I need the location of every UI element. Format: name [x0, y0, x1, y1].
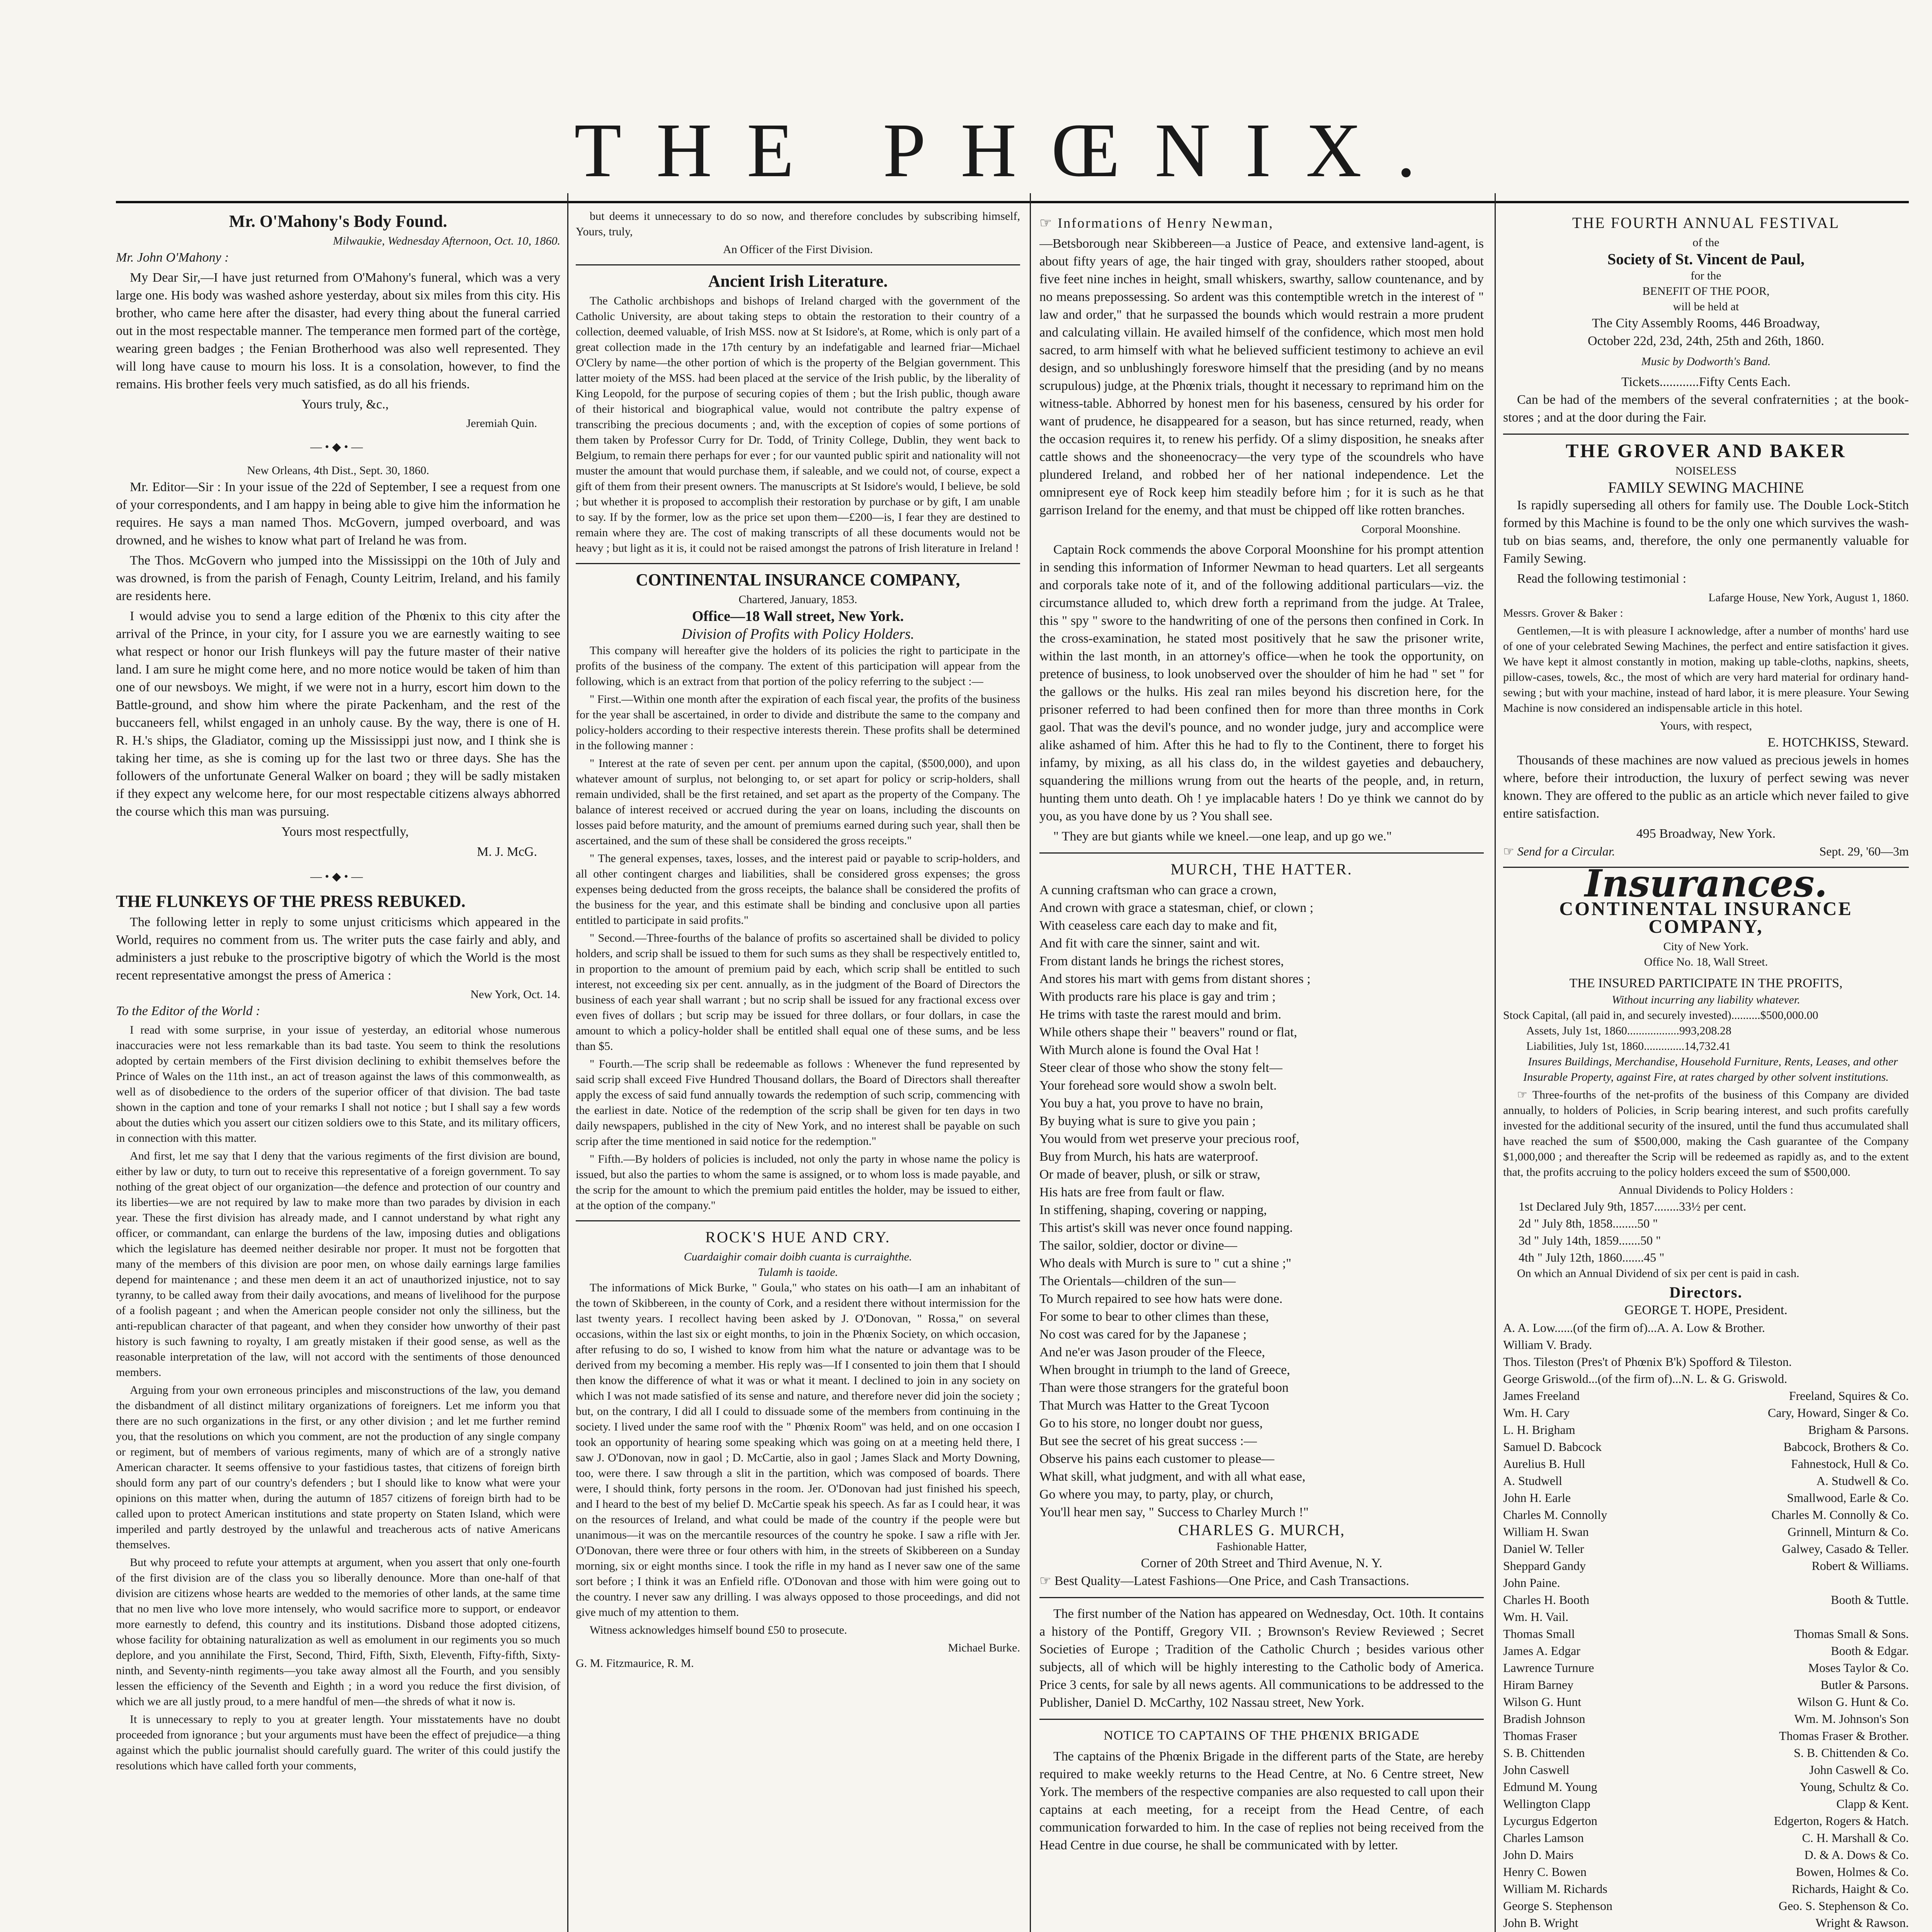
poem-line: When brought in triumph to the land of Greece, — [1039, 1363, 1290, 1377]
article-title: Ancient Irish Literature. — [708, 272, 888, 291]
director-name: John Caswell — [1503, 1763, 1570, 1777]
director-row — [1503, 1812, 1909, 1829]
director-name: Bradish Johnson — [1503, 1712, 1585, 1726]
poem-line: You buy a hat, you prove to have no brain, — [1039, 1096, 1264, 1111]
ad-subtitle: Division of Profits with Policy Holders. — [681, 626, 915, 642]
poem-line: The sailor, soldier, doctor or divine— — [1039, 1238, 1237, 1253]
article-body: And first, let me say that I deny that the various regiments of the first division are bound, either by law or duty, to turn out to receive this representative of a foreign government. To say nothing of the great object of our organization—the defence and protection of our country and its liberties—we are not required by law to make more than two parades by division in each year. These the first division has already made, and I cannot understand by what right any officer, or commandant, can enlarge the burdens of the law, imposing duties and obligations which the legislature has deemed neither desirable nor proper. It must not be forgotten that many of the members of this division are poor men, on whose daily earnings large families depend for maintenance ; and these men deem it an act of unauthorized injustice, not to say tyranny, to be called away from their daily avocations, and means of livelihood for the purpose of a foolish pageant ; and when the American people consider not only the silliness, but the anti-republican character of that pageant, and when they consider how unworthy of their past history is such fawning to royalty, I am greatly mistaken if their good sense, as well as the reasonable interpretation of the law, will not accord with the sentiments of those denounced members. — [116, 1150, 560, 1379]
director-row — [1503, 1455, 1909, 1472]
ad-body: Read the following testimonial : — [1517, 571, 1687, 586]
director-firm: Galwey, Casado & Teller. — [1782, 1542, 1909, 1556]
poem-line: Than were those strangers for the grateful boon — [1039, 1381, 1289, 1395]
poem-line: And fit with care the sinner, saint and wit. — [1039, 936, 1260, 951]
director-row — [1503, 1574, 1909, 1591]
director-name: Thomas Small — [1503, 1627, 1575, 1641]
divider — [1039, 852, 1484, 854]
director-row — [1503, 1710, 1909, 1727]
ad-body: Gentlemen,—It is with pleasure I acknowledge, after a number of months' hard use of one of your celebrated Sewing Machines, the perfect and entire satisfaction it gives. We have kept it almost constantly in motion, making up table-cloths, napkins, sheets, pillow-cases, towels, &c., the most of which are very hard material for ordinary hand-sewing ; but with your machine, instead of hard labor, it is mere pleasure. Your Sewing Machine is now considered an indispensable article in this hotel. — [1503, 624, 1909, 714]
director-row — [1503, 1540, 1909, 1557]
director-row — [1503, 1472, 1909, 1489]
ad-chartered: Chartered, January, 1853. — [738, 593, 857, 606]
poem-line: With Murch alone is found the Oval Hat ! — [1039, 1043, 1259, 1057]
director-firm: Thomas Fraser & Brother. — [1779, 1729, 1909, 1743]
director-row — [1503, 1676, 1909, 1693]
closing: Yours, with respect, — [1660, 719, 1752, 732]
dividend-row: 4th " July 12th, 1860.......45 " — [1519, 1250, 1665, 1264]
article-body: The captains of the Phœnix Brigade in the different parts of the State, are hereby required to make weekly returns to the Head Centre, at No. 6 Centre street, New York. The members of the respective companies are also requested to call upon their captains at each meeting, for a receipt from the Head Centre, of each communication forwarded to him. In the case of replies not being received from the Head Centre in due course, he shall be communicated with by letter. — [1039, 1749, 1484, 1852]
poem-line: For some to bear to other climes than these, — [1039, 1310, 1269, 1324]
director-name: Thos. Tileston (Pres't of Phœnix B'k) Spofford & Tileston. — [1503, 1355, 1792, 1369]
director-row — [1503, 1489, 1909, 1506]
poem-line: His hats are free from fault or flaw. — [1039, 1185, 1225, 1199]
director-firm: D. & A. Dows & Co. — [1804, 1848, 1909, 1862]
ad-body: " Second.—Three-fourths of the balance of profits so ascertained shall be divided to policy holders, and scrip shall be issued to them for such sums as they shall be respectively entitled to, in proportion to the amount of premium paid by each, which scrip shall be entitled to such interest, not exceeding six per cent. annually, as in the judgment of the Board of Directors the business of each year shall warrant ; but no scrip shall be issued for any fractional excess over even fives of dollars ; but scrip may be issued for three dollars, or four dollars, in case the amount to which a policy-holder shall be entitled shall equal one of these sums, and be less than $5. — [576, 932, 1020, 1053]
poem-line: With products rare his place is gay and trim ; — [1039, 990, 1276, 1004]
director-name: George S. Stephenson — [1503, 1899, 1612, 1913]
poem-line: Go where you may, to party, play, or church, — [1039, 1487, 1274, 1502]
ad-title: THE GROVER AND BAKER — [1566, 440, 1846, 461]
ad-title: CONTINENTAL INSURANCE COMPANY, — [636, 570, 960, 589]
ad-footer: ☞ Send for a Circular. Sept. 29, '60—3m — [1503, 844, 1909, 858]
director-name: Charles M. Connolly — [1503, 1508, 1607, 1522]
salutation: Messrs. Grover & Baker : — [1503, 607, 1623, 619]
director-name: Lawrence Turnure — [1503, 1661, 1594, 1675]
director-row — [1503, 1914, 1909, 1931]
poem-line: By buying what is sure to give you pain ; — [1039, 1114, 1256, 1128]
director-name: S. B. Chittenden — [1503, 1746, 1585, 1760]
director-name: William V. Brady. — [1503, 1338, 1592, 1352]
article-body: The first number of the Nation has appeared on Wednesday, Oct. 10th. It contains a history of the Pontiff, Gregory VII. ; Brownson's Review Reviewed ; Secret Societies of Europe ; Tradition of the Catholic Church ; besides various other subjects, all of which will be highly interesting to the Catholic body of America. Price 3 cents, for sale by all news agents. All communications to be addressed to the Publisher, Daniel D. McCarthy, 102 Nassau street, New York. — [1039, 1607, 1484, 1710]
director-firm: Cary, Howard, Singer & Co. — [1768, 1406, 1909, 1420]
director-row — [1503, 1829, 1909, 1846]
poem-line: From distant lands he brings the richest stores, — [1039, 954, 1284, 968]
divider — [576, 264, 1020, 265]
poem-line: You'll hear men say, " Success to Charley Murch !" — [1039, 1505, 1309, 1519]
director-name: Sheppard Gandy — [1503, 1559, 1586, 1573]
director-firm: Robert & Williams. — [1811, 1559, 1909, 1573]
article-body: I read with some surprise, in your issue of yesterday, an editorial whose numerous inaccuracies were not less remarkable than its bad taste. You seem to think the resolutions adopted by certain members of the First division declining to exhibit themselves before the Prince of Wales on the 11th inst., an act of treason against the laws of this commonwealth, as well as of disobedience to the orders of the superior officer of that division. The bad taste shown in the caption and tone of your remarks I shall not notice ; but I shall say a few words about the duties which you assert our citizen soldiers owe to this State, and its military officers, in connection with this matter. — [116, 1024, 560, 1145]
director-row — [1503, 1795, 1909, 1812]
article-title: NOTICE TO CAPTAINS OF THE PHŒNIX BRIGADE — [1104, 1728, 1420, 1743]
poem-line: A cunning craftsman who can grace a crown, — [1039, 883, 1277, 897]
masthead-rule — [116, 201, 1909, 203]
poem-line: In stiffening, shaping, covering or napping, — [1039, 1203, 1267, 1217]
poem-line: Buy from Murch, his hats are waterproof. — [1039, 1150, 1259, 1164]
motto: Tulamh is taoide. — [758, 1266, 838, 1279]
dateline: Lafarge House, New York, August 1, 1860. — [1708, 591, 1909, 604]
ad-body: Thousands of these machines are now valued as precious jewels in homes where, before their introduction, the luxury of perfect sewing was never known. They are offered to the public as an article which never failed to give entire satisfaction. — [1503, 753, 1909, 821]
ad-line: Office No. 18, Wall Street. — [1644, 956, 1768, 968]
poem-line: With ceaseless care each day to make and fit, — [1039, 918, 1277, 933]
column-rule — [1030, 193, 1031, 1932]
ad-line: THE INSURED PARTICIPATE IN THE PROFITS, — [1569, 976, 1843, 990]
closing: Yours truly, &c., — [301, 397, 389, 412]
director-firm: Richards, Haight & Co. — [1791, 1882, 1909, 1896]
director-row — [1503, 1557, 1909, 1574]
advertiser-address: Corner of 20th Street and Third Avenue, N. Y. — [1141, 1556, 1383, 1570]
director-name: William H. Swan — [1503, 1525, 1589, 1539]
article-title: ☞ Informations of Henry Newman, — [1039, 215, 1274, 231]
director-firm: Babcock, Brothers & Co. — [1783, 1440, 1909, 1454]
ad-venue: The City Assembly Rooms, 446 Broadway, — [1592, 316, 1820, 330]
poem-line: And crown with grace a statesman, chief, or clown ; — [1039, 901, 1314, 915]
ad-figure: Stock Capital, (all paid in, and securely invested)..........$500,000.00 — [1503, 1009, 1818, 1022]
ad-line: BENEFIT OF THE POOR, — [1642, 285, 1770, 298]
director-row — [1503, 1404, 1909, 1421]
director-row — [1503, 1438, 1909, 1455]
ad-office: Office—18 Wall street, New York. — [692, 608, 904, 624]
article-body: Captain Rock commends the above Corporal Moonshine for his prompt attention in sending this information of Informer Newman to head quarters. Let all sergeants and corporals take note of it, and of the following additional particulars—viz. the circumstance alluded to, which drew forth a reprimand from the judge. At Tralee, this " spy " swore to the handwriting of one of the persons then confined in Cork. In the cross-examination, he stated most positively that he saw the prisoner write, within the last month, in an attorney's office—when he took the opportunity, on pretence of business, to look unobserved over the shoulder of him he had " set " for the gallows or the hulks. His zeal ran miles beyond his discretion here, for the prisoner referred to had been confined then for more than three months in Cork gaol. That was the devil's pounce, and no wonder judge, jury and accomplice were alike ashamed of him. After this he had to fly to the Continent, there to forget his infamy, by mixing, as all his class do, in the wildest gayeties and debauchery, squandering the millions wrung from out the hearts of the people, and, in return, hunting them unto death. Oh ! ye implacable haters ! Do ye think we cannot do by you, as you have done by us ? You shall see. — [1039, 543, 1484, 823]
article-body: Mr. Editor—Sir : In your issue of the 22d of September, I see a request from one of your correspondents, and I am happy in being able to give him the information he requires. He says a man named Thos. McGovern, jumped overboard, and was drowned, and he wishes to know what part of Ireland he was from. — [116, 480, 560, 548]
director-row — [1503, 1608, 1909, 1625]
ad-body: " The general expenses, taxes, losses, and the interest paid or payable to scrip-holders, and all other contingent charges and liabilities, shall be considered gross expenses; the gross expenses being deducted from the gross receipts, the balance shall be considered the profits of the business for the year, and this estimate shall be binding and conclusive upon all parties entitled to participate in said profits." — [576, 852, 1020, 927]
director-name: Wm. H. Vail. — [1503, 1610, 1569, 1624]
director-firm: Booth & Tuttle. — [1831, 1593, 1909, 1607]
director-firm: A. Studwell & Co. — [1816, 1474, 1909, 1488]
dateline: New Orleans, 4th Dist., Sept. 30, 1860. — [247, 464, 429, 477]
poem-line: Or made of beaver, plush, or silk or straw, — [1039, 1167, 1260, 1182]
director-row — [1503, 1370, 1909, 1387]
director-firm: Edgerton, Rogers & Hatch. — [1774, 1814, 1909, 1828]
divider — [1039, 1719, 1484, 1720]
column-2 — [576, 209, 1020, 1932]
director-firm: Brigham & Parsons. — [1808, 1423, 1909, 1437]
director-name: L. H. Brigham — [1503, 1423, 1575, 1437]
director-row — [1503, 1625, 1909, 1642]
column-3 — [1039, 209, 1484, 1932]
director-name: Wilson G. Hunt — [1503, 1695, 1582, 1709]
article-title: THE FLUNKEYS OF THE PRESS REBUKED. — [116, 892, 466, 911]
ad-body: " Interest at the rate of seven per cent. per annum upon the capital, ($500,000), and upon whatever amount of surplus, not belonging to, or set apart for policy or scrip-holders, shall remain undivided, shall be the first retained, and set apart as the property of the Company. The balance of interest received or accrued during the year on loans, including the discounts on losses paid before maturity, and the amount of premiums earned during such year, shall then be ascertained, and the sum of these shall be considered the gross receipts." — [576, 757, 1020, 847]
column-rule — [1495, 193, 1496, 1932]
separator: —•◆•— — [310, 440, 366, 453]
director-name: Henry C. Bowen — [1503, 1865, 1587, 1879]
ad-line: City of New York. — [1663, 940, 1749, 953]
poem-line: To Murch repaired to see how hats were done. — [1039, 1292, 1283, 1306]
ad-figure: Assets, July 1st, 1860..................993,208.28 — [1526, 1024, 1731, 1037]
director-firm: Booth & Edgar. — [1831, 1644, 1909, 1658]
director-firm: Wilson G. Hunt & Co. — [1797, 1695, 1909, 1709]
ad-body: " Fourth.—The scrip shall be redeemable as follows : Whenever the fund represented by said scrip shall exceed Five Hundred Thousand dollars, the Board of Directors shall thereafter apply the excess of said fund annually towards the redemption of such scrip, commencing with the earliest in date. Notice of the redemption of the scrip shall be given for ten days in two daily newspapers, published in the city of New York, and no interest shall be payable on such scrip after the time mentioned in said notice for the redemption." — [576, 1058, 1020, 1148]
director-name: John H. Earle — [1503, 1491, 1571, 1505]
ad-body: On which an Annual Dividend of six per cent is paid in cash. — [1517, 1267, 1799, 1280]
director-name: Thomas Fraser — [1503, 1729, 1577, 1743]
ad-body: " Fifth.—By holders of policies is included, not only the party in whose name the policy is issued, but also the parties to whom the same is assigned, or to whom loss is made payable, and the scrip for the amount to which the premium paid entitles the holder, may be issued to either, at the option of the company." — [576, 1153, 1020, 1212]
signature: Michael Burke. — [948, 1641, 1020, 1654]
advertiser-quality: ☞ Best Quality—Latest Fashions—One Price, and Cash Transactions. — [1039, 1574, 1409, 1588]
director-firm: S. B. Chittenden & Co. — [1794, 1746, 1909, 1760]
director-row — [1503, 1642, 1909, 1659]
pointing-hand-icon: ☞ — [1039, 215, 1053, 231]
director-name: A. Studwell — [1503, 1474, 1562, 1488]
dateline: Milwaukie, Wednesday Afternoon, Oct. 10, 1860. — [333, 235, 560, 247]
director-name: Wm. H. Cary — [1503, 1406, 1570, 1420]
director-name: Charles Lamson — [1503, 1831, 1584, 1845]
director-name: John D. Mairs — [1503, 1848, 1574, 1862]
director-row — [1503, 1863, 1909, 1880]
poem-line: What skill, what judgment, and with all what ease, — [1039, 1469, 1306, 1484]
poem-line: Your forehead sore would show a swoln belt. — [1039, 1078, 1277, 1093]
dividend-list — [1503, 1198, 1909, 1266]
article-body: " They are but giants while we kneel.—one leap, and up go we." — [1053, 829, 1392, 844]
director-row — [1503, 1693, 1909, 1710]
ad-dates: October 22d, 23d, 24th, 25th and 26th, 1860. — [1588, 334, 1824, 348]
poem-line: He trims with taste the rarest mould and brim. — [1039, 1007, 1282, 1022]
ad-music: Music by Dodworth's Band. — [1641, 355, 1771, 368]
director-firm: Bowen, Holmes & Co. — [1796, 1865, 1909, 1879]
poem-line: But see the secret of his great success :— — [1039, 1434, 1257, 1448]
ad-line: Directors. — [1669, 1284, 1743, 1301]
ad-line: NOISELESS — [1675, 464, 1737, 477]
article-body: But why proceed to refute your attempts at argument, when you assert that only one-fourth of the first division are of the class you so liberally denounce. More than one-half of that division are citizens whose hearts are wedded to the memories of other lands, at the same time that no men live who love more intensely, who would sacrifice more to support, or endeavor more earnestly to defend, this country and its institutions. Disband those adopted citizens, whose facility for obtaining naturalization as well as emolument in our regiments you so much deplore, and you annihilate the First, Second, Third, Fifth, Sixth, Eleventh, Fifty-fifth, Sixty-ninth, and Seventy-ninth regiments—you take away almost all the Fourth, and you sensibly lessen the efficiency of the Seventh and Eighth ; in a word you reduce the first division, of which we are all justly proud, to a mere handful of men—the shreds of what it now is. — [116, 1556, 560, 1708]
article-body: I would advise you to send a large edition of the Phœnix to this city after the arrival of the Prince, in your city, for I assure you we are earnestly waiting to see what respect or honor our Irish flunkeys will pay the future master of their native land. I am sure he might come here, and no more notice would be taken of him than one of our newsboys. We might, if we were not in a hurry, escort him down to the Battle-ground, and show him where the pirate Packenham, and the rest of the buccaneers fell, whilst engaged in an unholy cause. By the way, there is one of H. R. H.'s ships, the Gladiator, coming up the Mississippi just now, and I think she is taking her time, as she is coming up for the last two or three days. She has the followers of the unfortunate General Walker on board ; they will be sadly mistaken if they expect any welcome here, for our most respectable citizens always abhorred the course which this man was pursuing. — [116, 609, 560, 819]
director-name: Aurelius B. Hull — [1503, 1457, 1585, 1471]
ad-title: THE FOURTH ANNUAL FESTIVAL — [1572, 214, 1840, 231]
director-name: James Freeland — [1503, 1389, 1580, 1403]
pointing-hand-icon: ☞ — [1517, 1088, 1527, 1101]
article-title: Mr. O'Mahony's Body Found. — [229, 212, 447, 231]
director-name: Lycurgus Edgerton — [1503, 1814, 1597, 1828]
director-row — [1503, 1880, 1909, 1897]
director-firm: Grinnell, Minturn & Co. — [1787, 1525, 1909, 1539]
signature: Corporal Moonshine. — [1361, 523, 1461, 536]
ad-body: This company will hereafter give the holders of its policies the right to participate in the profits of the business of the company. The extent of this participation will appear from the following, which is an extract from that portion of the policy referring to the subject :— — [576, 644, 1020, 688]
ad-body: " First.—Within one month after the expiration of each fiscal year, the profits of the business for the year shall be ascertained, in order to divide and distribute the same to the company and policy-holders according to their respective interests therein. These profits shall be determined in the following manner : — [576, 693, 1020, 752]
ad-society: Society of St. Vincent de Paul, — [1607, 250, 1804, 268]
pointing-hand-icon: ☞ — [1503, 844, 1514, 858]
section-heading: Insurances. — [1584, 862, 1828, 905]
salutation: To the Editor of the World : — [116, 1004, 260, 1018]
ad-address: 495 Broadway, New York. — [1636, 827, 1776, 841]
poem — [1039, 881, 1484, 1521]
ad-body: Insures Buildings, Merchandise, Household Furniture, Rents, Leases, and other Insurable Property, against Fire, at rates charged by other solvent institutions. — [1523, 1055, 1898, 1083]
article-body: The Thos. McGovern who jumped into the Mississippi on the 10th of July and was drowned, is from the parish of Fenagh, County Leitrim, Ireland, and his family are residents here. — [116, 553, 560, 603]
column-1 — [116, 209, 560, 1932]
poem-line: That Murch was Hatter to the Great Tycoon — [1039, 1398, 1269, 1413]
poem-line: This artist's skill was never once found napping. — [1039, 1221, 1293, 1235]
ad-line: FAMILY SEWING MACHINE — [1608, 479, 1804, 496]
director-row — [1503, 1319, 1909, 1336]
ad-body: ☞ Three-fourths of the net-profits of the business of this Company are divided annually, to holders of Policies, in Scrip bearing interest, and such profits carefully invested for the additional security of the insured, until the fund thus accumulated shall have reached the sum of $500,000, making the Cash guarantee of the Company $1,000,000 ; and thereafter the Scrip will be redeemed as rapidly as, and to the extent that, the profits accruing to the policy holders exceed the sum of $500,000. — [1503, 1088, 1909, 1179]
article-body: Witness acknowledges himself bound £50 to prosecute. — [590, 1624, 847, 1636]
director-firm: Charles M. Connolly & Co. — [1771, 1508, 1909, 1522]
ad-body: Can be had of the members of the several confraternities ; at the book-stores ; and at the door during the Fair. — [1503, 393, 1909, 425]
director-row — [1503, 1353, 1909, 1370]
director-row — [1503, 1659, 1909, 1676]
poem-line: Who deals with Murch is sure to " cut a shine ;" — [1039, 1256, 1291, 1270]
director-firm: Wright & Rawson. — [1815, 1916, 1909, 1930]
signature: An Officer of the First Division. — [723, 243, 873, 256]
director-firm: Thomas Small & Sons. — [1794, 1627, 1909, 1641]
director-name: Hiram Barney — [1503, 1678, 1574, 1692]
dividend-row: 2d " July 8th, 1858........50 " — [1519, 1216, 1658, 1230]
ad-line: Without incurring any liability whatever. — [1612, 993, 1800, 1006]
director-name: Daniel W. Teller — [1503, 1542, 1584, 1556]
director-row — [1503, 1778, 1909, 1795]
motto: Cuardaighir comair doibh cuanta is curraighthe. — [684, 1250, 912, 1263]
poem-line: While others shape their " beavers" round or flat, — [1039, 1025, 1297, 1039]
poem-line: Observe his pains each customer to please— — [1039, 1452, 1275, 1466]
dividend-row: 1st Declared July 9th, 1857........33½ per cent. — [1519, 1199, 1747, 1213]
article-title: ROCK'S HUE AND CRY. — [705, 1228, 891, 1246]
director-firm: C. H. Marshall & Co. — [1802, 1831, 1909, 1845]
ad-line: will be held at — [1673, 300, 1739, 313]
director-name: John Paine. — [1503, 1576, 1560, 1590]
director-firm: Butler & Parsons. — [1820, 1678, 1909, 1692]
dateline: New York, Oct. 14. — [470, 988, 560, 1001]
director-firm: Fahnestock, Hull & Co. — [1791, 1457, 1909, 1471]
dividend-row: 3d " July 14th, 1859.......50 " — [1519, 1233, 1661, 1247]
director-row — [1503, 1336, 1909, 1353]
ad-line: of the — [1692, 236, 1719, 249]
divider — [576, 1220, 1020, 1221]
article-body: The Catholic archbishops and bishops of Ireland charged with the government of the Catholic University, are about taking steps to obtain the restoration to their country of a collection, deemed valuable, of Irish MSS. now at St Isidore's, at Rome, which is only part of a great collection made in the 17th century by an indefatigable and learned friar—Michael O'Clery by name—the other portion of which is the property of the Belgian government. This latter moiety of the MSS. had been placed at the service of the Irish public, by the liberality of King Leopold, for the purpose of securing copies of them ; but the Irish public, though aware of their historical and biographical value, would not contribute the paltry expense of transcribing the precious documents ; and, with the exception of copies of some portions of them taken by Professor Curry for Dr. Todd, of Trinity College, Dublin, they went back to Belgium, to remain there perhaps for ever ; for our vaunted public spirit and nationality will not muster the amount that would purchase them, if saleable, and we could not, of course, expect a gift of them from their present owners. The manuscripts at St Isidore's would, I believe, be sold ; but whether it is proposed to accomplish their restoration by purchase or by gift, I am unable to say. If by the former, low as the price set upon them—£200—is, I fear they are destined to remain where they are. The cost of making transcripts of all these documents would not be heavy ; but light as it is, it could not be raised amongst the patrons of Irish literature in Ireland ! — [576, 294, 1020, 554]
ad-line: for the — [1690, 269, 1721, 282]
salutation: Mr. John O'Mahony : — [116, 250, 229, 265]
newspaper-title: THE PHŒNIX. — [574, 108, 1451, 193]
director-firm: Young, Schultz & Co. — [1799, 1780, 1909, 1794]
poem-title: MURCH, THE HATTER. — [1170, 861, 1353, 878]
ad-line: Annual Dividends to Policy Holders : — [1618, 1184, 1794, 1196]
article-body: but deems it unnecessary to do so now, and therefore concludes by subscribing himself, Yours, truly, — [576, 210, 1020, 238]
signature: E. HOTCHKISS, Steward. — [1767, 735, 1909, 750]
column-rule — [567, 193, 568, 1932]
director-name: Wellington Clapp — [1503, 1797, 1590, 1811]
advertiser-trade: Fashionable Hatter, — [1216, 1540, 1307, 1553]
director-firm: Wm. M. Johnson's Son — [1794, 1712, 1909, 1726]
director-row — [1503, 1761, 1909, 1778]
divider — [1503, 434, 1909, 435]
poem-line: And ne'er was Jason prouder of the Fleece, — [1039, 1345, 1265, 1359]
director-name: A. A. Low......(of the firm of)...A. A. Low & Brother. — [1503, 1321, 1765, 1335]
poem-line: You would from wet preserve your precious roof, — [1039, 1132, 1299, 1146]
director-row — [1503, 1523, 1909, 1540]
director-row — [1503, 1506, 1909, 1523]
separator: —•◆•— — [310, 870, 366, 883]
ad-line: GEORGE T. HOPE, President. — [1624, 1303, 1787, 1317]
director-name: George Griswold...(of the firm of)...N. L. & G. Griswold. — [1503, 1372, 1787, 1386]
director-firm: John Caswell & Co. — [1809, 1763, 1909, 1777]
poem-line: No cost was cared for by the Japanese ; — [1039, 1327, 1247, 1342]
poem-line: Steer clear of those who show the stony felt— — [1039, 1061, 1282, 1075]
column-4 — [1503, 209, 1909, 1932]
director-name: William M. Richards — [1503, 1882, 1607, 1896]
director-firm: Clapp & Kent. — [1836, 1797, 1909, 1811]
director-row — [1503, 1744, 1909, 1761]
ad-title: CONTINENTAL INSURANCE COMPANY, — [1559, 898, 1853, 937]
ad-figure: Liabilities, July 1st, 1860..............14,732.41 — [1526, 1040, 1731, 1053]
masthead — [116, 108, 1909, 197]
director-name: John B. Wright — [1503, 1916, 1578, 1930]
signature: M. J. McG. — [477, 845, 537, 859]
poem-line: Go to his store, no longer doubt nor guess, — [1039, 1416, 1263, 1430]
director-name: Edmund M. Young — [1503, 1780, 1597, 1794]
article-body: It is unnecessary to reply to you at greater length. Your misstatements have no doubt proceeded from ignorance ; but your arguments must have been the effect of prejudice—a thing against which the public journalist should carefully guard. The writer of this could justify the resolutions which have called forth your comments, — [116, 1713, 560, 1772]
divider — [1039, 1597, 1484, 1598]
director-row — [1503, 1727, 1909, 1744]
article-body: Arguing from your own erroneous principles and misconstructions of the law, you demand the disbandment of all distinct military organizations of foreigners. Let me inform you that there are no such organizations in the first, or any other division ; and let me further remind you, that the resolutions on which you comment, are not the production of any single company or regiment, but of members of various regiments, many of which are of a strongly native American character. It seems offensive to your fastidious tastes, that citizens of foreign birth should form any part of our country's defenders ; but I should like to know what were your opinions on this matter when, during the autumn of 1857 citizens of foreign birth had to be called upon to protect American institutions and state property on Staten Island, which were imperiled and partly destroyed by the unlawful and treacherous acts of native Americans themselves. — [116, 1384, 560, 1551]
poem-line: And stores his mart with gems from distant shores ; — [1039, 972, 1311, 986]
article-body: My Dear Sir,—I have just returned from O'Mahony's funeral, which was a very large one. His body was washed ashore yesterday, about six miles from this city. His brother, who came here after the disaster, had every thing about the funeral carried out in the most respectable manner. The temperance men formed part of the cortège, wearing green badges ; the Fenian Brotherhood was also well represented. They will long have cause to mourn his loss. It is a consolation, however, to find the remains. His brother feels very much satisfied, as do all his friends. — [116, 270, 560, 391]
article-body: —Betsborough near Skibbereen—a Justice of Peace, and extensive land-agent, is about fifty years of age, the hair tinged with gray, shoulders rather stooped, about five feet nine inches in height, small whiskers, swarthy, sallow countenance, and by no means prepossessing. So ardent was this contemptible wretch in the interest of " law and order," that he surpassed the bounds which would restrain a more prudent and calculating villain. He availed himself of the confidence, which most men hold sacred, to arm himself with what he believed sufficient testimony to achieve an evil design, and so unblushingly foreswore himself that the presiding (and by no means scrupulous) judge, at the Phœnix trials, thought it necessary to reprimand him on the witness-table. Abhorred by honest men for his baseness, censured by his order for want of prudence, he disappeared for a season, but has since returned, ready, when the occasion requires it, to renew his perfidy. Of a slimy disposition, he sneaks after cattle shows and the shoneenocracy—the very type of the scoundrels who have plundered Ireland, and robbed her of her national independence. Let the omnipresent eye of Rock keep him steadily before him ; for it is such as he that garrison Ireland for the enemy, and that must be chipped off like rotten branches. — [1039, 236, 1484, 517]
director-firm: Smallwood, Earle & Co. — [1787, 1491, 1909, 1505]
director-row — [1503, 1897, 1909, 1914]
director-row — [1503, 1846, 1909, 1863]
advertiser-name: CHARLES G. MURCH, — [1178, 1521, 1345, 1539]
signature: Jeremiah Quin. — [466, 417, 537, 430]
director-name: Charles H. Booth — [1503, 1593, 1590, 1607]
director-firm: Moses Taylor & Co. — [1808, 1661, 1909, 1675]
director-row — [1503, 1421, 1909, 1438]
article-body: The following letter in reply to some unjust criticisms which appeared in the World, requires no comment from us. The writer puts the case fairly and ably, and administers a just rebuke to the proscriptive bigotry of which the World is the most recent representative amongst the press of America : — [116, 915, 560, 983]
article-body: The informations of Mick Burke, " Goula," who states on his oath—I am an inhabitant of the town of Skibbereen, in the county of Cork, and a resident there without intermission for the last twenty years. I recollect having been asked by J. O'Donovan, " Rossa," on several occasions, within the last six or eight months, to join in the Phœnix Society, on which occasion, after refusing to do so, I wished to know from him what the nature or advantage was to be derived from my becoming a member. His reply was—If I consented to join them that I should then know the difference of what it was or what it meant. I declined to join in any society on which I was not made satisfied of its sense and nature, and therefore never did join the society ; but, on the contrary, I did all I could to dissuade some of the members from continuing in the society. I lived under the same roof with the " Phœnix Room" was held, and on one occasion I took an opportunity of hearing some speaking which was going on at a meeting held there, I saw J. O'Donovan, now in gaol ; D. McCartie, also in gaol ; James Slack and Morty Downing, too, were there. I saw through a slit in the partition, which was composed of boards. There were, I should think, forty persons in the room. Jer. O'Donovan had just finished his speech, and I heard to the best of my belief D. McCartie speak his speech. As far as I could hear, it was on the resources of Ireland, and what could be made of the country if the people were but unanimous—it was on the mercantile resources of the country he spoke. I saw a rifle with Jer. O'Donovan, there were three or four others with him, in the streets of Skibbereen on a Sunday morning, six or eight months since. I took the rifle in my hand as I never saw one of the same sort before ; I think it was an Enfield rifle. O'Donovan and those with him were going out to the country. I never saw any drilling. I was always opposed to those proceedings, and did not give much of my attention to them. — [576, 1281, 1020, 1619]
director-name: James A. Edgar — [1503, 1644, 1580, 1658]
director-firm: Geo. S. Stephenson & Co. — [1779, 1899, 1909, 1913]
divider — [576, 563, 1020, 564]
poem-line: The Orientals—children of the sun— — [1039, 1274, 1236, 1288]
signature: G. M. Fitzmaurice, R. M. — [576, 1657, 694, 1670]
closing: Yours most respectfully, — [281, 825, 409, 839]
director-row — [1503, 1591, 1909, 1608]
director-firm: Freeland, Squires & Co. — [1789, 1389, 1909, 1403]
pointing-hand-icon: ☞ — [1039, 1574, 1051, 1588]
directors-list — [1503, 1319, 1909, 1932]
director-name: Samuel D. Babcock — [1503, 1440, 1602, 1454]
ad-body: Is rapidly superseding all others for family use. The Double Lock-Stitch formed by this Machine is found to be the only one which survives the wash-tub on bias seams, and, therefore, the only one permanently valuable for Family Sewing. — [1503, 498, 1909, 566]
ad-tickets: Tickets............Fifty Cents Each. — [1621, 375, 1791, 389]
director-row — [1503, 1387, 1909, 1404]
